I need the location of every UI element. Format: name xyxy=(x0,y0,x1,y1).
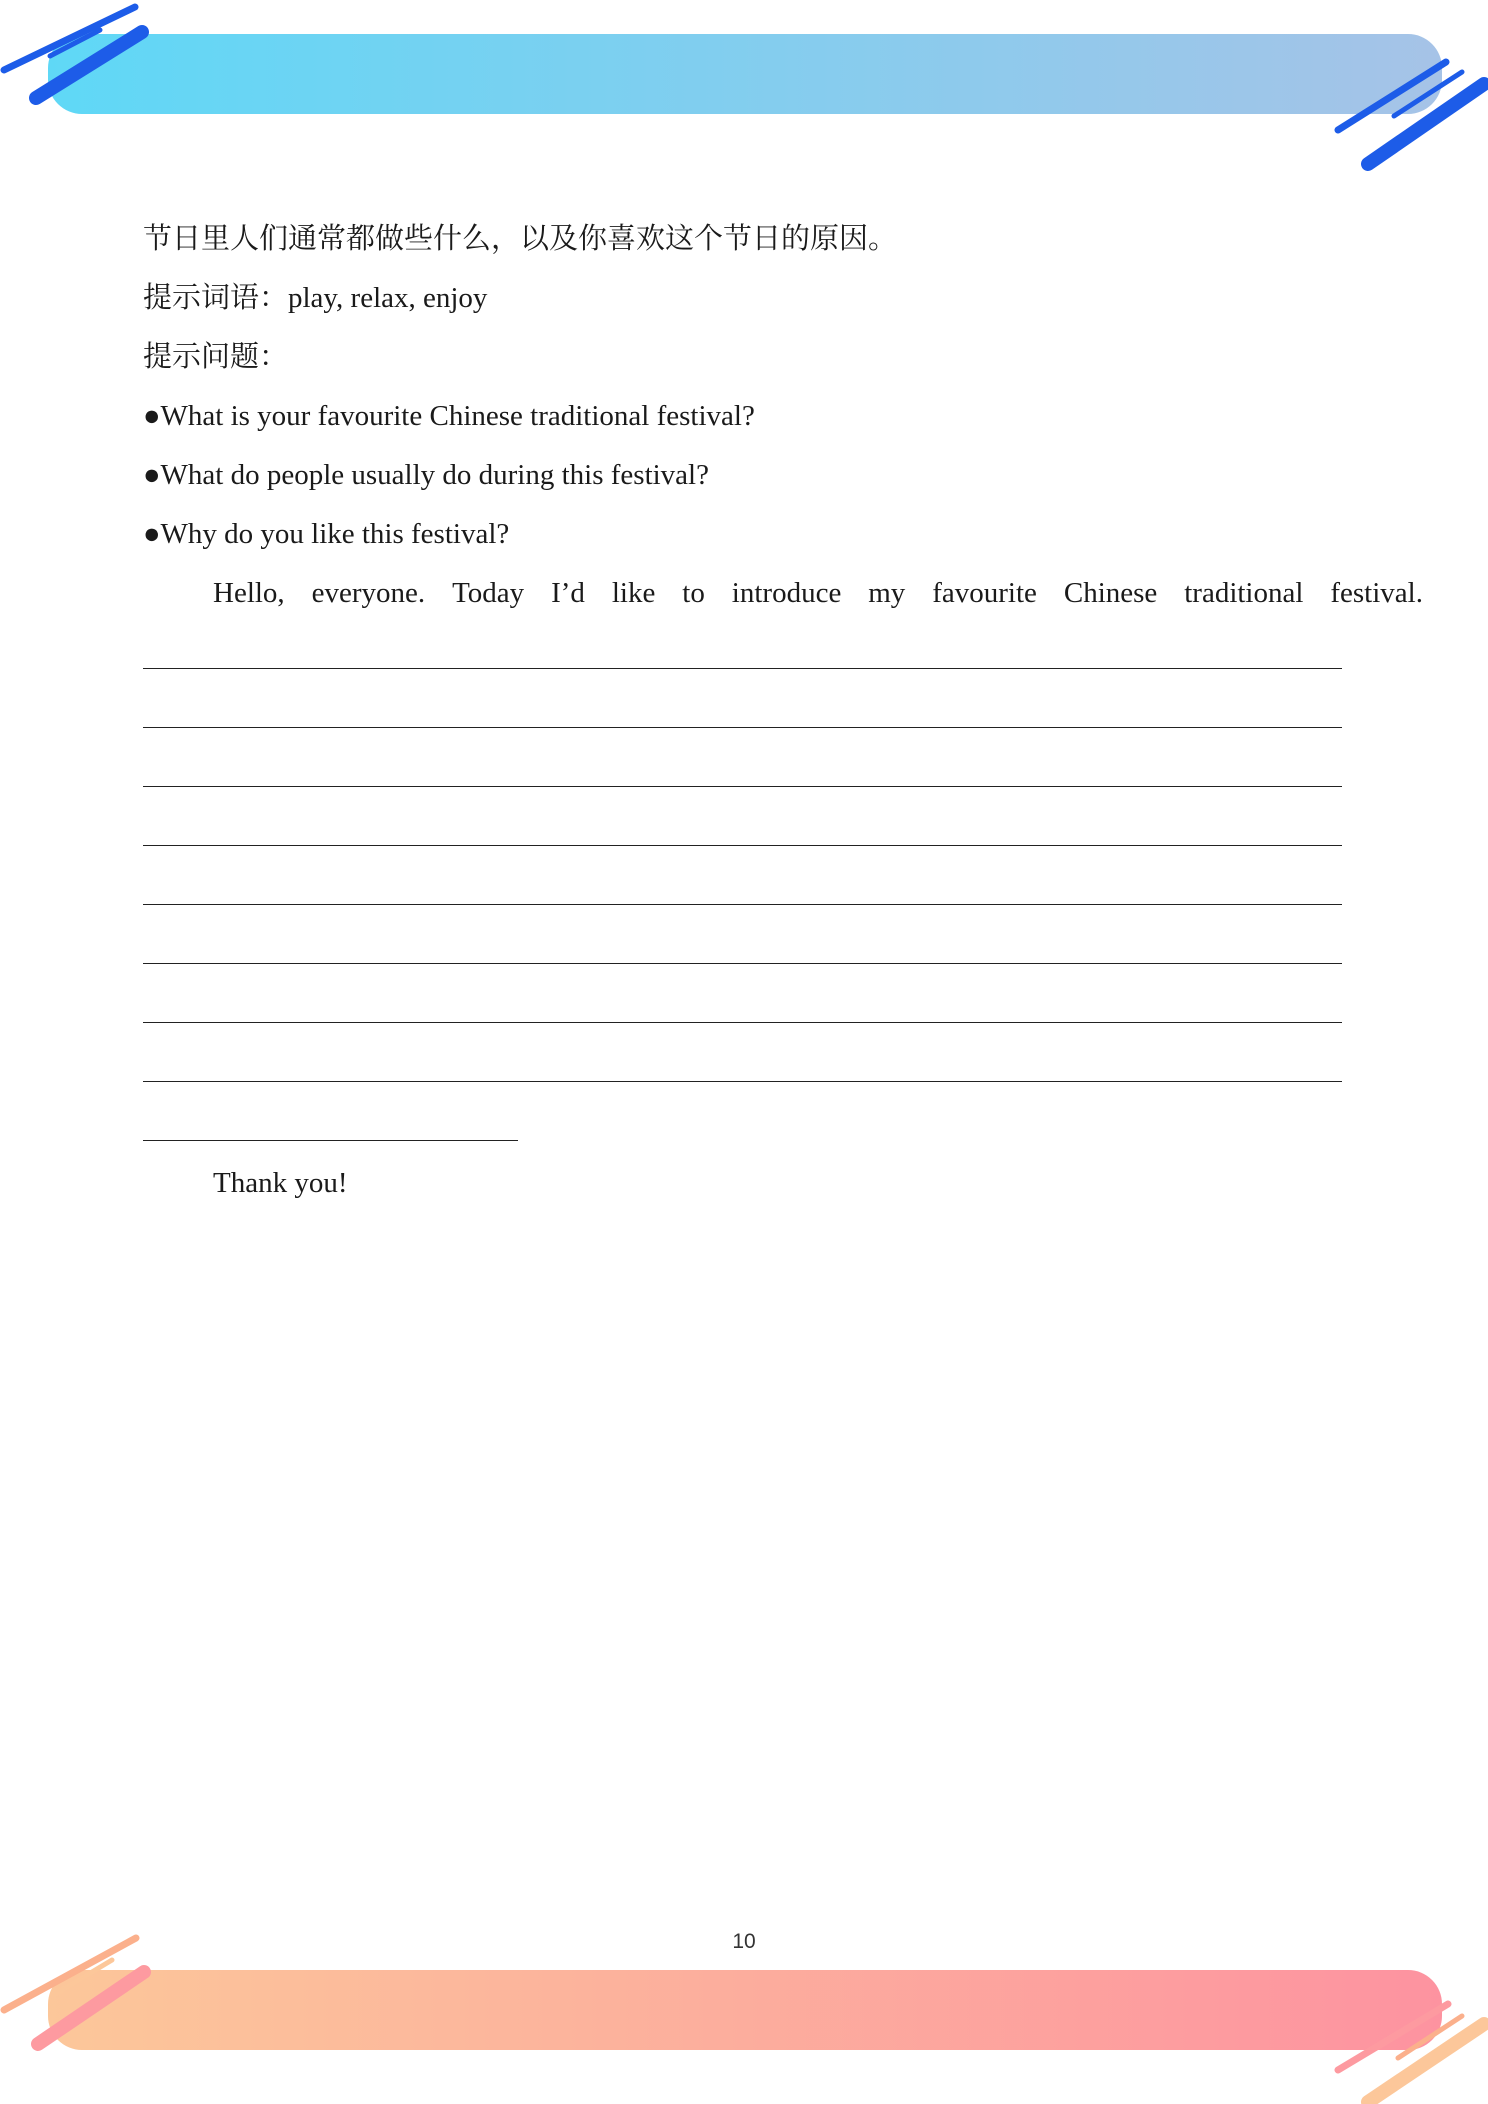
opening-word: Chinese xyxy=(1063,577,1158,609)
opening-word: Today xyxy=(452,577,525,609)
writing-line-rule xyxy=(143,1140,518,1141)
writing-line-rule xyxy=(143,1022,1342,1023)
writing-line-rule xyxy=(143,727,1342,728)
writing-line[interactable] xyxy=(143,1036,1353,1095)
writing-line[interactable] xyxy=(143,682,1353,741)
hint-question: ●Why do you like this festival? xyxy=(143,518,510,550)
page-number: 10 xyxy=(732,1930,756,1953)
opening-word: introduce xyxy=(731,577,842,609)
writing-line-rule xyxy=(143,904,1342,905)
writing-line[interactable] xyxy=(143,800,1353,859)
opening-word: everyone. xyxy=(311,577,426,609)
writing-line-rule xyxy=(143,963,1342,964)
prompt-intro: 节日里人们通常都做些什么，以及你喜欢这个节日的原因。 xyxy=(143,223,898,255)
essay-opening-line xyxy=(143,564,1423,623)
opening-word: festival. xyxy=(1330,577,1423,609)
header-band xyxy=(48,34,1442,114)
hint-question: ●What is your favourite Chinese traditional festival? xyxy=(143,400,755,432)
writing-lines xyxy=(143,623,1353,1154)
opening-word: I’d xyxy=(551,577,585,609)
hint-words: 提示词语：play, relax, enjoy xyxy=(143,282,488,314)
header-decoration xyxy=(0,0,1488,180)
writing-line-rule xyxy=(143,1081,1342,1082)
hint-questions-label: 提示问题： xyxy=(143,341,289,373)
opening-word: like xyxy=(611,577,656,609)
opening-word: to xyxy=(682,577,705,609)
writing-line[interactable] xyxy=(143,623,1353,682)
writing-line[interactable] xyxy=(143,977,1353,1036)
hint-question: ●What do people usually do during this festival? xyxy=(143,459,709,491)
footer-decoration xyxy=(0,1900,1488,2104)
footer-band xyxy=(48,1970,1442,2050)
writing-line-rule xyxy=(143,668,1342,669)
writing-line-rule xyxy=(143,786,1342,787)
writing-line-rule xyxy=(143,845,1342,846)
writing-line[interactable] xyxy=(143,918,1353,977)
writing-line[interactable] xyxy=(143,741,1353,800)
opening-word: my xyxy=(868,577,906,609)
opening-word: Hello, xyxy=(213,577,285,609)
writing-line[interactable] xyxy=(143,859,1353,918)
opening-word: favourite xyxy=(932,577,1037,609)
opening-word: traditional xyxy=(1184,577,1304,609)
worksheet-body xyxy=(143,210,1423,1213)
essay-closing: Thank you! xyxy=(213,1167,348,1199)
writing-line[interactable] xyxy=(143,1095,1353,1154)
